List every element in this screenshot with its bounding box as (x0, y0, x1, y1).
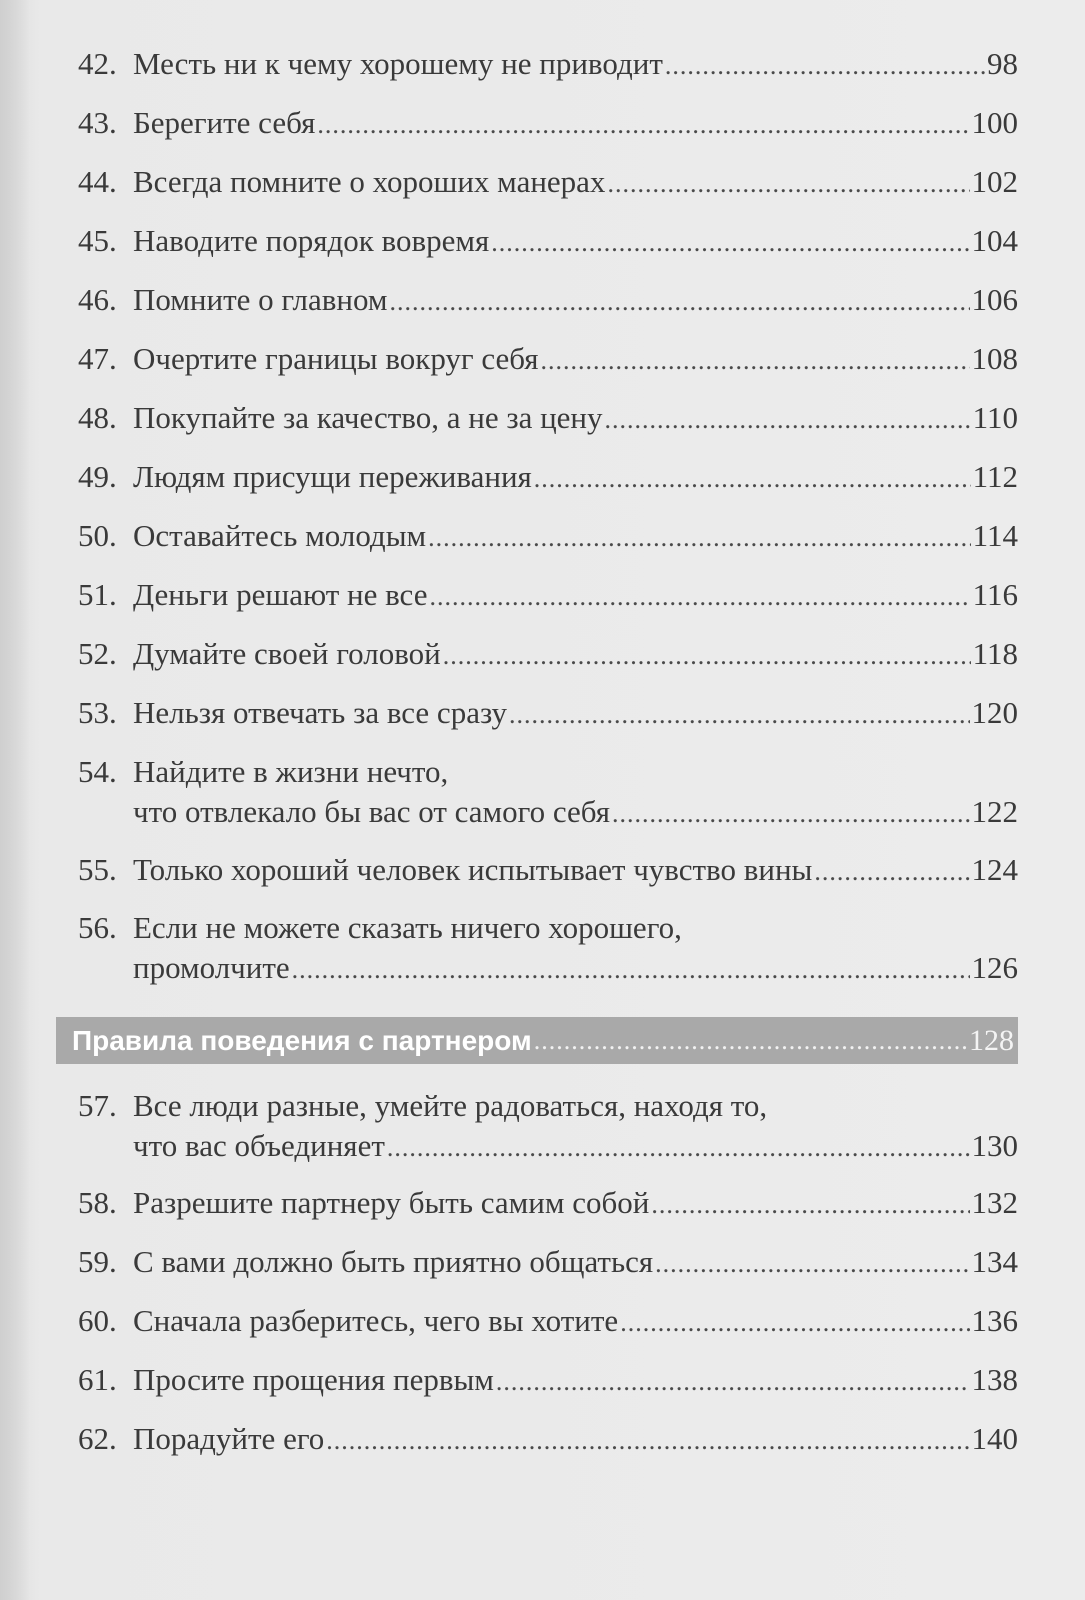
entry-number: 47. (78, 341, 117, 376)
entry-number: 62. (78, 1421, 117, 1456)
entry-number: 61. (78, 1362, 117, 1397)
entry-title: Деньги решают не все (133, 577, 428, 612)
section-page-number: 128 (969, 1023, 1014, 1057)
entry-title: Оставайтесь молодым (133, 518, 427, 553)
dot-leader (605, 400, 971, 440)
entry-title: Думайте своей головой (133, 636, 441, 671)
entry-page-number: 108 (971, 341, 1018, 376)
entry-page-number: 130 (971, 1128, 1018, 1163)
entry-title-line-1: Все люди разные, умейте радоваться, находя то, (133, 1088, 768, 1123)
dot-leader (317, 105, 969, 145)
entry-number: 42. (78, 46, 117, 81)
entry-number: 56. (78, 910, 117, 945)
dot-leader (534, 459, 971, 499)
section-header (56, 1017, 1018, 1064)
dot-leader (665, 46, 985, 86)
entry-title: Берегите себя (133, 105, 316, 140)
entry-page-number: 106 (971, 282, 1018, 317)
dot-leader (429, 577, 970, 617)
entry-page-number: 118 (972, 636, 1018, 671)
entry-title-line-2: что отвлекало бы вас от самого себя (133, 794, 611, 829)
entry-title: Сначала разберитесь, чего вы хотите (133, 1303, 619, 1338)
dot-leader (496, 1362, 970, 1402)
entry-number: 54. (78, 754, 117, 789)
entry-page-number: 138 (971, 1362, 1018, 1397)
dot-leader (387, 1128, 970, 1168)
entry-number: 57. (78, 1088, 117, 1123)
entry-page-number: 120 (971, 695, 1018, 730)
dot-leader (655, 1244, 969, 1284)
entry-page-number: 136 (971, 1303, 1018, 1338)
entry-page-number: 116 (972, 577, 1018, 612)
entry-title-line-2: промолчите (133, 950, 290, 985)
entry-page-number: 122 (971, 794, 1018, 829)
entry-page-number: 104 (971, 223, 1018, 258)
entry-number: 60. (78, 1303, 117, 1338)
entry-title: Покупайте за качество, а не за цену (133, 400, 603, 435)
entry-page-number: 126 (971, 950, 1018, 985)
entry-page-number: 112 (972, 459, 1018, 494)
entry-number: 45. (78, 223, 117, 258)
dot-leader (534, 1026, 967, 1056)
entry-number: 44. (78, 164, 117, 199)
entry-title: Наводите порядок вовремя (133, 223, 490, 258)
dot-leader (491, 223, 969, 263)
dot-leader (509, 695, 969, 735)
entry-title: Очертите границы вокруг себя (133, 341, 539, 376)
entry-title: Людям присущи переживания (133, 459, 532, 494)
entry-title-line-1: Найдите в жизни нечто, (133, 754, 449, 789)
entry-title: Всегда помните о хороших манерах (133, 164, 606, 199)
entry-number: 53. (78, 695, 117, 730)
entry-number: 48. (78, 400, 117, 435)
entry-title: Только хороший человек испытывает чувство вины (133, 852, 813, 887)
entry-title: Помните о главном (133, 282, 388, 317)
entry-number: 50. (78, 518, 117, 553)
entry-title: Порадуйте его (133, 1421, 325, 1456)
entry-page-number: 132 (971, 1185, 1018, 1220)
entry-title: Месть ни к чему хорошему не приводит (133, 46, 663, 81)
entry-title: Просите прощения первым (133, 1362, 494, 1397)
entry-page-number: 98 (987, 46, 1018, 81)
section-title: Правила поведения с партнером (72, 1024, 532, 1056)
entry-number: 49. (78, 459, 117, 494)
dot-leader (612, 794, 969, 834)
entry-title: С вами должно быть приятно общаться (133, 1244, 654, 1279)
dot-leader (620, 1303, 969, 1343)
dot-leader (814, 852, 969, 892)
entry-number: 52. (78, 636, 117, 671)
entry-number: 43. (78, 105, 117, 140)
entry-number: 58. (78, 1185, 117, 1220)
entry-page-number: 134 (971, 1244, 1018, 1279)
entry-page-number: 124 (971, 852, 1018, 887)
entry-number: 51. (78, 577, 117, 612)
entry-page-number: 140 (971, 1421, 1018, 1456)
dot-leader (541, 341, 970, 381)
entry-number: 46. (78, 282, 117, 317)
entry-page-number: 100 (971, 105, 1018, 140)
entry-page-number: 110 (972, 400, 1018, 435)
entry-number: 55. (78, 852, 117, 887)
dot-leader (292, 950, 970, 990)
entry-title: Разрешите партнеру быть самим собой (133, 1185, 650, 1220)
entry-number: 59. (78, 1244, 117, 1279)
entry-title-line-1: Если не можете сказать ничего хорошего, (133, 910, 682, 945)
entry-page-number: 114 (972, 518, 1018, 553)
dot-leader (651, 1185, 969, 1225)
dot-leader (443, 636, 971, 676)
entry-title-line-2: что вас объединяет (133, 1128, 385, 1163)
dot-leader (326, 1421, 969, 1461)
dot-leader (428, 518, 971, 558)
dot-leader (390, 282, 970, 322)
entry-page-number: 102 (971, 164, 1018, 199)
dot-leader (607, 164, 969, 204)
entry-title: Нельзя отвечать за все сразу (133, 695, 508, 730)
